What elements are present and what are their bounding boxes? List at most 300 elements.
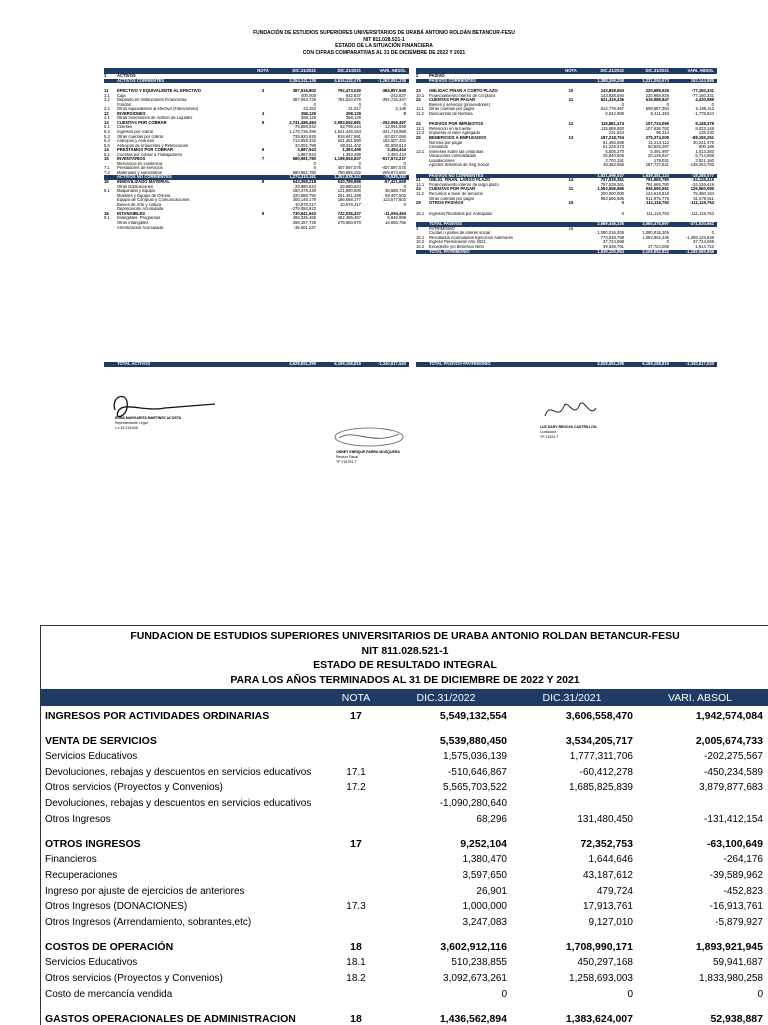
- row-value-2021: 3,060,475,997: [642, 222, 669, 227]
- row-value-var: 152,144,585: [690, 78, 714, 83]
- row-value-2022: 387,516,802: [292, 89, 316, 94]
- row-value-2021: 10,978,317: [340, 202, 361, 207]
- row-code: 14: [104, 148, 109, 153]
- row-value-2022: 400,000: [300, 93, 316, 98]
- row-nota: 16: [568, 226, 574, 231]
- row-value-2021: 187,737,641: [645, 163, 669, 168]
- table-row: [41, 836, 768, 852]
- row-code: 5.3: [104, 134, 110, 139]
- row-value-2021: 62,796,444: [340, 125, 361, 130]
- row-nota: 17.3: [346, 901, 366, 913]
- row-value-2021: 4,616,332,476: [334, 78, 361, 83]
- row-description: PASIVOS CORRIENTES: [429, 78, 476, 83]
- col-nota: NOTA: [257, 68, 269, 73]
- row-value-2022: 358,129: [300, 116, 316, 121]
- row-value-2022: 0: [313, 161, 316, 166]
- row-value-var: -1,778,524: [693, 111, 714, 116]
- row-value-2022: 5,549,132,554: [439, 710, 507, 723]
- row-nota: 11: [568, 187, 574, 192]
- row-value-2021: 124,619,816: [645, 192, 669, 197]
- row-description: PRÉSTAMOS POR COBRAR: [117, 148, 173, 153]
- rev-name: ONNEY ENRIQUE PARRA MOSQUERA: [336, 450, 400, 454]
- row-description: TOTAL PATRIMONIO: [429, 249, 470, 254]
- row-description: Otras cuentas por pagar: [429, 196, 475, 201]
- row-nota: 15: [568, 201, 574, 206]
- row-value-var: 75,380,184: [693, 192, 714, 197]
- row-description: Financiamiento interno de largo plazo: [429, 182, 499, 187]
- row-value-2021: 9,127,010: [588, 916, 633, 928]
- row-description: Otros Ingresos (Arrendamiento, sobrantes,etc): [45, 916, 252, 928]
- rev-title: Revisor Fiscal: [336, 455, 358, 459]
- row-description: Recuperaciones: [45, 869, 118, 881]
- row-description: Aportes Sistemas de Seg Social: [429, 163, 489, 168]
- row-description: OBLIGAC FINAN A CORTO PLAZO: [429, 89, 498, 94]
- table-row: [41, 939, 768, 955]
- row-value-var: 0: [711, 102, 714, 107]
- row-value-var: -111,119,753: [690, 201, 714, 206]
- col-2021: DIC.31/2021: [645, 68, 669, 73]
- row-value-var: -252,056,497: [381, 120, 406, 125]
- row-nota: 11: [568, 98, 574, 103]
- row-description: OTROS INGRESOS: [45, 838, 141, 851]
- row-value-2021: 261,461,288: [337, 193, 361, 198]
- row-value-2021: 1,383,624,007: [565, 1012, 633, 1025]
- row-value-2022: 3,354,241,138: [289, 78, 316, 83]
- row-value-2021: 791,665,780: [645, 178, 669, 183]
- cont-title: Contadora: [540, 430, 557, 434]
- row-value-2021: 0: [666, 102, 669, 107]
- signature-block-contadora: [540, 425, 597, 440]
- row-code: 25: [416, 136, 421, 141]
- row-value-2021: 0: [358, 161, 361, 166]
- rep-id: c.c.43.319.606: [115, 426, 138, 430]
- col-nota: NOTA: [565, 68, 577, 73]
- row-value-var: 192,507,442: [382, 139, 406, 144]
- row-code: 5.2: [104, 130, 110, 135]
- row-value-var: 4,430,589: [695, 98, 714, 103]
- table-row: [41, 708, 768, 724]
- row-nota: 5: [261, 120, 265, 125]
- row-code: 11.2: [416, 192, 424, 197]
- row-code: 11: [104, 89, 109, 94]
- row-value-2021: 358,129: [345, 111, 361, 116]
- row-value-2022: 187,218,754: [600, 136, 624, 141]
- row-value-var: -11,094,494: [383, 211, 406, 216]
- row-value-2021: 482,485,467: [337, 216, 361, 221]
- total-liab-equity-2021: 6,169,168,819: [642, 362, 669, 366]
- row-value-var: -83,027,066: [383, 134, 406, 139]
- row-value-var: -5,879,927: [715, 916, 763, 928]
- row-description: PASIVOS POR IMPUESTOS: [429, 122, 484, 127]
- row-description: Intangibles- Programas: [117, 216, 161, 221]
- row-value-var: 1,893,921,945: [695, 941, 763, 954]
- row-description: Intereses sobre las cesantías: [429, 149, 484, 154]
- table-row: [104, 226, 409, 231]
- row-value-2022: 621,419,436: [600, 98, 624, 103]
- row-nota: 3: [261, 89, 265, 94]
- row-code: 3.2: [104, 98, 110, 103]
- row-description: CUENTAS POR PAGAR: [429, 187, 476, 192]
- row-value-2021: 1,393,499: [342, 148, 361, 153]
- row-value-var: 1,942,574,084: [695, 710, 763, 723]
- table-row: [41, 883, 768, 899]
- row-value-2021: 107,636,782: [645, 126, 669, 131]
- row-value-2022: 387,093,729: [292, 98, 316, 103]
- row-nota: 14: [568, 178, 574, 183]
- table-row: [41, 749, 768, 765]
- row-value-2022: 2,689,445,335: [597, 222, 624, 227]
- row-value-2022: 1,179,726,396: [289, 130, 316, 135]
- row-value-2021: 608,587,354: [645, 107, 669, 112]
- rep-title: Representante Legal: [115, 421, 148, 425]
- row-value-2022: 2,700,191: [605, 158, 624, 163]
- row-description: Bienes y servicios (proveedores): [429, 102, 490, 107]
- row-description: PATRIMONIO: [429, 226, 455, 231]
- row-value-var: -384,957,948: [381, 89, 406, 94]
- row-value-var: 18,656,755: [385, 220, 406, 225]
- row-value-2021: 742,036,437: [337, 211, 361, 216]
- row-code: 11.1: [416, 107, 424, 112]
- row-code: 21: [416, 178, 421, 183]
- row-description: PASIVO: [429, 74, 445, 78]
- total-liab-equity-2022: 4,628,551,299: [597, 362, 624, 366]
- row-code: 1: [104, 74, 107, 78]
- row-nota: 12: [568, 122, 574, 127]
- row-value-2022: -35,601,247: [293, 225, 316, 230]
- row-description: OTROS PASIVOS: [429, 201, 464, 206]
- table-row: [41, 971, 768, 987]
- row-value-var: 600,186: [698, 145, 714, 150]
- row-value-2022: 200,000,000: [600, 192, 624, 197]
- row-description: CUENTAS POR PAGAR: [429, 98, 476, 103]
- row-code: 24: [416, 187, 421, 192]
- row-value-2021: 43,187,612: [582, 869, 633, 881]
- row-value-2021: 17,913,761: [582, 901, 633, 913]
- row-value-2021: 72,352,753: [580, 838, 633, 851]
- row-nota: 18.1: [346, 957, 366, 969]
- row-value-2022: 300,146,179: [292, 198, 316, 203]
- row-value-2022: 0: [621, 102, 624, 107]
- col-2021: DIC.31/2021: [337, 68, 361, 73]
- row-value-2022: 115,881,474: [600, 122, 624, 127]
- row-code: 15.1: [416, 211, 425, 216]
- row-value-2022: 1,575,036,139: [443, 751, 507, 763]
- row-value-2021: 790,856,262: [337, 170, 361, 175]
- table-row: [41, 986, 768, 1002]
- row-value-2022: 33,002,789: [295, 143, 316, 148]
- row-code: 16.1: [416, 235, 425, 240]
- row-code: 24: [416, 122, 421, 127]
- row-value-2021: 479,724: [596, 885, 633, 897]
- row-value-2022: 1,063,555,686: [597, 187, 624, 192]
- row-value-2022: 735,920,925: [292, 134, 316, 139]
- row-value-2022: -1,090,280,640: [439, 798, 507, 810]
- row-value-2022: 730,941,943: [292, 211, 316, 216]
- row-description: INMOVILIZADO MATERIAL: [117, 180, 170, 185]
- row-value-2022: -279,084,922: [291, 207, 316, 212]
- table-row: [416, 250, 717, 255]
- row-code: 4.1: [104, 116, 110, 121]
- row-value-2021: 21,017: [348, 107, 361, 112]
- row-description: Otras Inversiones de Admón de Liquidez: [117, 116, 193, 121]
- income-title-line3: ESTADO DE RESULTADO INTEGRAL: [313, 659, 497, 672]
- row-value-2021: 811,975,775: [646, 196, 669, 201]
- row-value-2022: 3,887,943: [297, 148, 316, 153]
- row-description: Anticipos de Impuestos y Retenciones: [117, 143, 188, 148]
- row-value-var: -242,837: [389, 93, 406, 98]
- row-description: Muebles y Equipo de Oficina: [117, 193, 171, 198]
- row-description: Otros intangibles: [117, 220, 149, 225]
- row-value-2021: 1,521,445,254: [334, 130, 361, 135]
- row-value-var: 126,960,095: [690, 187, 714, 192]
- income-column-header: [41, 689, 768, 706]
- row-value-2022: 543,368,218: [292, 180, 316, 185]
- income-rows: [41, 706, 768, 1025]
- row-value-var: -131,412,154: [704, 813, 763, 825]
- row-code: 23: [416, 89, 421, 94]
- row-value-2021: 3,534,205,717: [565, 734, 633, 747]
- row-value-2021: 521,451,890: [337, 139, 361, 144]
- row-description: ACTIVOS NO CORRIENTES: [117, 175, 172, 180]
- row-nota: 17: [350, 838, 362, 851]
- row-value-var: -202,275,567: [704, 751, 763, 763]
- table-row: [41, 915, 768, 931]
- row-description: Cuentas por cobrar a Trabajadores: [117, 152, 182, 157]
- row-value-2021: 818,947,991: [337, 134, 361, 139]
- row-value-var: 59,407,502: [385, 193, 406, 198]
- row-value-2022: 320,868,790: [292, 193, 316, 198]
- row-value-var: 38,588,730: [385, 189, 406, 194]
- row-value-2021: 1,777,311,706: [569, 751, 633, 763]
- row-value-2021: 1,685,825,839: [569, 782, 633, 794]
- row-value-2021: 1,352,836,343: [334, 175, 361, 180]
- row-value-var: 0: [711, 231, 714, 236]
- row-value-2022: 580,981,780: [292, 170, 316, 175]
- total-liab-equity-var: -1,340,617,520: [685, 362, 714, 366]
- row-value-2021: 407,697,575: [337, 166, 361, 171]
- row-description: Otros equivalentes al efectivo (Fideicomiso): [117, 107, 199, 112]
- row-value-2022: 614,776,467: [600, 107, 624, 112]
- row-description: Cesantías: [429, 145, 448, 150]
- table-row: [41, 796, 768, 812]
- row-code: 24: [416, 98, 421, 103]
- row-value-2022: 580,981,780: [292, 157, 316, 162]
- income-col-2021: DIC.31/2021: [542, 691, 602, 704]
- signature-revisor: [333, 424, 405, 450]
- row-value-2022: 1,274,310,161: [289, 175, 316, 180]
- row-nota: 4: [261, 111, 265, 116]
- row-nota: 9: [261, 211, 265, 216]
- total-assets-2022: 4,628,551,299: [289, 362, 316, 366]
- row-value-2021: 37,724,069: [648, 244, 669, 249]
- row-value-var: -77,150,331: [691, 93, 714, 98]
- row-description: Otras cuentas por cobrar: [117, 134, 164, 139]
- row-value-2021: -60,412,278: [579, 766, 633, 778]
- row-nota: 8: [261, 180, 265, 185]
- row-nota: 18: [350, 941, 362, 954]
- row-value-var: -77,150,331: [691, 89, 714, 94]
- row-value-2021: 1,644,646: [588, 854, 633, 866]
- row-description: Otros Ingresos (DONACIONES): [45, 901, 188, 913]
- row-value-2022: 757,539,361: [600, 178, 624, 183]
- row-value-2022: 3,887,943: [297, 152, 316, 157]
- row-value-2022: 26,901: [476, 885, 507, 897]
- row-description: Depósito en Instituciones Financieras: [117, 98, 187, 103]
- row-description: Costo de mercancía vendida: [45, 988, 173, 1000]
- row-description: Devoluciones, rebajas y descuentos en servicios educativos: [45, 798, 312, 810]
- row-description: COSTOS DE OPERACIÓN: [45, 941, 174, 954]
- row-value-2022: 9,252,104: [460, 838, 507, 851]
- row-value-2021: 179,031: [653, 158, 669, 163]
- row-value-2021: 5,491,987: [650, 149, 669, 154]
- signature-block-rep: [115, 416, 181, 431]
- row-description: Prestadores de servicios: [117, 166, 163, 171]
- row-value-2021: 1,198,553,837: [334, 157, 361, 162]
- table-row: [41, 780, 768, 796]
- row-code: 3: [416, 226, 419, 231]
- row-value-2021: 1,639,381,124: [642, 173, 669, 178]
- row-value-2022: 863,555,686: [600, 196, 624, 201]
- income-col-var: VARI. ABSOL: [668, 691, 732, 704]
- row-value-var: -39,589,962: [709, 869, 763, 881]
- row-value-var: -16,913,761: [709, 901, 763, 913]
- row-value-var: -88,155,251: [691, 136, 714, 141]
- row-code: 29: [416, 201, 421, 206]
- row-value-2021: 781,810,076: [337, 98, 361, 103]
- row-code: 16: [104, 180, 109, 185]
- row-nota: 13: [568, 136, 574, 141]
- income-title-line4: PARA LOS AÑOS TERMINADOS AL 31 DE DICIEMBRE DE 2022 Y 2021: [230, 673, 580, 686]
- row-value-2022: 75,888,042: [295, 125, 316, 130]
- row-code: 18: [104, 211, 109, 216]
- row-description: OBLIG. FINAN. LARGO PLAZO: [429, 178, 491, 183]
- row-description: Liquidaciones: [429, 158, 455, 163]
- row-value-2022: 160,479,230: [292, 189, 316, 194]
- row-value-2022: 0: [621, 201, 624, 206]
- row-value-var: 1,814,722: [695, 244, 714, 249]
- total-assets-var: -1,340,617,520: [377, 362, 406, 366]
- table-row: [41, 812, 768, 828]
- row-value-2021: 936,595,591: [645, 187, 669, 192]
- row-value-var: 8,148,378: [695, 122, 714, 127]
- row-value-2021: 20,125,947: [648, 154, 669, 159]
- row-description: Ingresos por cobrar: [117, 130, 154, 135]
- row-value-var: 2,494,444: [387, 148, 406, 153]
- row-value-2022: 488,335,465: [292, 216, 316, 221]
- row-value-2021: 68,911,402: [340, 143, 361, 148]
- row-value-2022: 68,296: [476, 813, 507, 825]
- row-code: 9.1: [104, 216, 110, 221]
- row-nota: 10: [568, 89, 574, 94]
- row-code: 12.2: [416, 131, 425, 136]
- row-code: 6.1: [104, 152, 110, 157]
- row-value-2022: 510,238,855: [451, 957, 507, 969]
- row-value-var: -450,234,589: [704, 766, 763, 778]
- row-description: Clientes: [117, 125, 133, 130]
- row-code: 13.1: [416, 149, 425, 154]
- row-description: Excedente y/o Beneficio Neto: [429, 244, 484, 249]
- row-value-2021: 642,837: [345, 93, 361, 98]
- row-value-2022: 143,838,594: [600, 89, 624, 94]
- row-description: Amortización Acumulada: [117, 225, 164, 230]
- row-description: CUENTAS POR COBRAR: [117, 120, 167, 125]
- income-col-nota: NOTA: [341, 691, 371, 704]
- row-description: Caja: [117, 93, 126, 98]
- row-value-2021: 121,890,500: [337, 189, 361, 194]
- row-value-var: 125,230: [698, 131, 714, 136]
- row-value-2022: 298,287,725: [292, 220, 316, 225]
- total-liab-equity-row: [416, 362, 717, 367]
- table-row: [41, 955, 768, 971]
- total-liab-equity-label: TOTAL PASIVOS+PATRIMONIO: [429, 362, 491, 366]
- total-assets-label: TOTAL ACTIVOS: [117, 362, 151, 366]
- row-description: Bienes de Arte y cultura: [117, 202, 162, 207]
- row-value-2021: 131,480,450: [577, 813, 633, 825]
- row-description: Resultados Acumulados Ejercicios Anteriores: [429, 235, 514, 240]
- row-code: 11.2: [416, 111, 424, 116]
- row-description: PASIVOS NO CORRIENTES: [429, 173, 484, 178]
- row-value-var: -78,526,182: [383, 175, 406, 180]
- income-statement: [40, 625, 768, 1025]
- row-value-2021: 1,393,499: [342, 152, 361, 157]
- row-description: Recursos a favor de terceros: [429, 192, 483, 197]
- row-code: 7.2: [104, 170, 110, 175]
- row-code: 13: [104, 120, 109, 125]
- col-2022: DIC.31/2022: [292, 68, 316, 73]
- row-value-2022: 0: [501, 988, 507, 1000]
- row-value-2021: 29,980,624: [340, 184, 361, 189]
- row-value-2022: 6,642,969: [605, 111, 624, 116]
- table-row: [41, 852, 768, 868]
- table-row: [41, 733, 768, 749]
- balance-assets-table: [104, 68, 409, 230]
- row-value-var: 30,241,476: [693, 140, 714, 145]
- row-value-var: 5,714,559: [695, 154, 714, 159]
- row-value-2021: 96,314: [656, 131, 669, 136]
- table-row: [41, 1002, 768, 1011]
- table-row: [41, 868, 768, 884]
- row-nota: 17: [350, 710, 362, 723]
- row-value-2021: 1,080,016,305: [642, 231, 669, 236]
- row-description: Mercancía en existencia: [117, 161, 163, 166]
- income-title-line2: NIT 811.028.521-1: [361, 644, 449, 657]
- row-value-2022: 5,539,880,450: [439, 734, 507, 747]
- row-description: Maquinaria y Equipo: [117, 189, 156, 194]
- row-nota: 17.2: [346, 782, 366, 794]
- table-row: [41, 764, 768, 780]
- row-value-var: -1,289,125,648: [685, 235, 714, 240]
- row-value-var: -35,908,613: [383, 143, 406, 148]
- row-value-var: -111,119,753: [690, 211, 714, 216]
- row-value-var: 1,833,980,258: [699, 973, 763, 985]
- row-description: Otros servicios (Proyectos y Convenios): [45, 782, 223, 794]
- row-code: 3.1: [104, 93, 110, 98]
- row-description: ACTIVOS CORRIENTES: [117, 78, 165, 83]
- row-value-var: -209,874,662: [381, 170, 406, 175]
- row-nota: 18.2: [346, 973, 366, 985]
- balance-title-line4: CON CIFRAS COMPARATIVAS AL 31 DE DICIEMBRE DE 2022 Y 2021: [302, 49, 466, 56]
- row-value-var: 51,579,911: [693, 196, 714, 201]
- row-value-2022: 3,092,673,261: [443, 973, 507, 985]
- row-nota: 17.1: [346, 766, 366, 778]
- row-value-2022: 143,838,594: [600, 93, 624, 98]
- row-value-2021: 186,568,177: [337, 198, 361, 203]
- row-value-2021: 21,214,112: [648, 140, 669, 145]
- row-value-var: -1,169,586,858: [685, 249, 714, 254]
- row-value-2022: -510,646,867: [448, 766, 507, 778]
- row-value-var: 52,938,887: [710, 1012, 763, 1025]
- row-value-2022: 773,028,798: [600, 235, 624, 240]
